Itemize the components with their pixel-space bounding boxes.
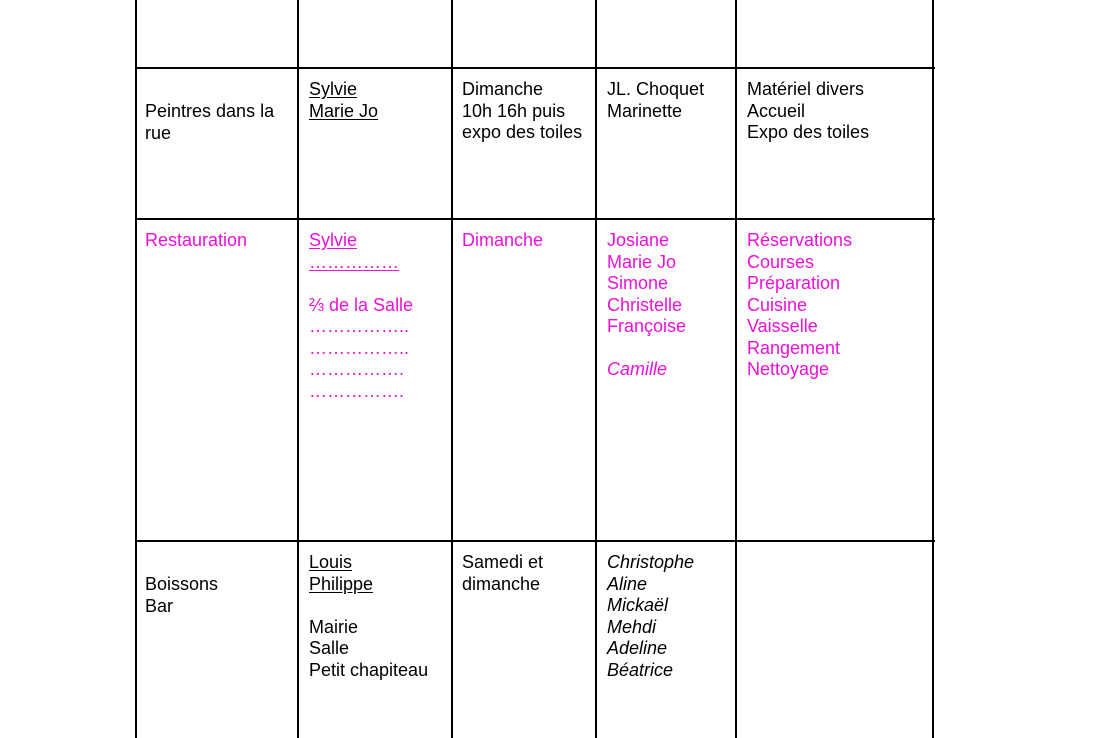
tache-text: Nettoyage: [747, 359, 830, 379]
responsable-name: Marie Jo: [309, 100, 379, 121]
benevole-name: Christophe: [607, 552, 695, 572]
activity-cell: [145, 230, 247, 252]
tache-text: Courses: [747, 251, 815, 272]
tache-text: Préparation: [747, 273, 841, 293]
benevole-name: Adeline: [607, 638, 668, 658]
table-border: [135, 0, 137, 738]
responsables-cell: [309, 230, 413, 402]
tache-text: Expo des toiles: [747, 122, 870, 142]
spacer: [607, 338, 686, 360]
responsables-cell: [309, 552, 428, 681]
row-divider: [135, 67, 935, 69]
row-divider: [135, 540, 935, 542]
benevole-name: Mickaël: [607, 595, 669, 615]
benevole-name: Christelle: [607, 294, 683, 315]
activity-cell: [145, 574, 218, 617]
lieu-text: Salle: [309, 638, 350, 658]
benevole-name: Simone: [607, 273, 669, 293]
taches-cell: [747, 230, 852, 381]
quand-text: dimanche: [462, 573, 541, 594]
quand-text: Samedi et: [462, 552, 544, 572]
benevole-name: Marie Jo: [607, 251, 677, 272]
taches-cell: [747, 79, 869, 144]
tache-text: Accueil: [747, 100, 806, 121]
lieu-text: Mairie: [309, 616, 359, 637]
lieu-placeholder: ……………..: [309, 337, 410, 358]
column-divider: [297, 0, 299, 738]
activity-label: Peintres dans la: [145, 101, 275, 121]
quand-cell: [462, 230, 543, 252]
quand-cell: [462, 552, 543, 595]
responsables-cell: [309, 79, 378, 122]
lieu-text: Petit chapiteau: [309, 659, 429, 680]
benevole-name: Josiane: [607, 230, 670, 250]
benevole-name: JL. Choquet: [607, 79, 705, 99]
benevole-name: Camille: [607, 359, 668, 379]
benevole-name: Béatrice: [607, 659, 674, 680]
lieu-placeholder: ……………..: [309, 316, 410, 336]
lieu-text: ⅔ de la Salle: [309, 294, 414, 315]
activity-label: rue: [145, 122, 172, 143]
tache-text: Matériel divers: [747, 79, 865, 99]
benevole-name: Marinette: [607, 100, 683, 121]
responsable-name: Philippe: [309, 573, 374, 594]
benevoles-cell: [607, 552, 694, 681]
column-divider: [735, 0, 737, 738]
schedule-table: [135, 0, 935, 738]
activity-cell: [145, 101, 274, 144]
quand-text: Dimanche: [462, 230, 544, 250]
responsable-name: Sylvie: [309, 79, 358, 99]
lieu-placeholder: …………….: [309, 380, 405, 401]
activity-label: Restauration: [145, 230, 248, 250]
quand-text: 10h 16h puis: [462, 100, 566, 121]
benevole-name: Aline: [607, 573, 648, 594]
quand-cell: [462, 79, 582, 144]
quand-text: Dimanche: [462, 79, 544, 99]
column-divider: [595, 0, 597, 738]
tache-text: Vaisselle: [747, 316, 818, 336]
responsable-name: Sylvie: [309, 230, 358, 250]
responsable-name: Louis: [309, 552, 353, 572]
table-border: [932, 0, 934, 738]
spacer: [309, 273, 413, 295]
lieu-placeholder: …………….: [309, 359, 405, 379]
benevoles-cell: [607, 79, 704, 122]
quand-text: expo des toiles: [462, 122, 583, 142]
tache-text: Réservations: [747, 230, 853, 250]
tache-text: Rangement: [747, 337, 841, 358]
column-divider: [451, 0, 453, 738]
activity-label: Bar: [145, 595, 174, 616]
responsable-placeholder: ……………: [309, 251, 399, 272]
spacer: [309, 595, 428, 617]
tache-text: Cuisine: [747, 294, 808, 315]
benevoles-cell: [607, 230, 686, 381]
benevole-name: Mehdi: [607, 616, 657, 637]
benevole-name: Françoise: [607, 316, 687, 336]
activity-label: Boissons: [145, 574, 219, 594]
row-divider: [135, 218, 935, 220]
